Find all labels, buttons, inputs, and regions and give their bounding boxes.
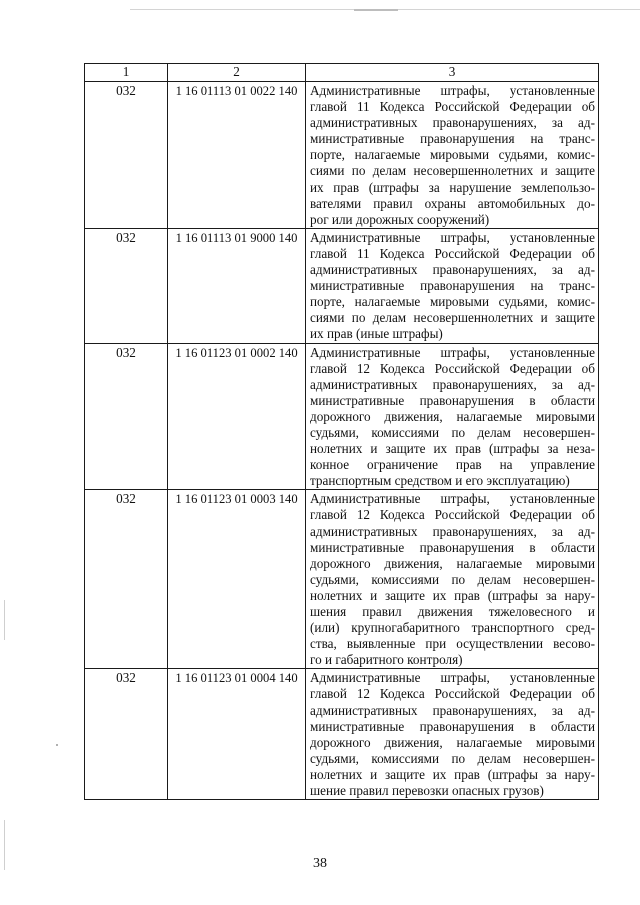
table-row <box>85 82 599 229</box>
scan-speck <box>56 744 58 746</box>
column-header-1: 1 <box>85 64 168 82</box>
administrator-code-cell: 032 <box>85 228 168 343</box>
description-line: порте, налагаемые мировыми судьями, комис- <box>310 147 595 163</box>
description-line: рог или дорожных сооружений) <box>310 211 490 227</box>
description-line: министративные правонарушения на транс- <box>310 131 595 147</box>
description-line: го и габаритного контроля) <box>310 652 463 668</box>
description-line: Административные штрафы, установленные <box>310 83 595 98</box>
description-line: главой 12 Кодекса Российской Федерации об <box>310 686 595 702</box>
column-header-3: 3 <box>306 64 599 82</box>
description-line: дорожного движения, налагаемые мировыми <box>310 408 595 424</box>
budget-code-cell: 1 16 01123 01 0002 140 <box>168 343 306 490</box>
table-header-row <box>85 64 599 82</box>
description-line: нолетних и защите их прав (штрафы за неза- <box>310 441 595 457</box>
table-row <box>85 343 599 490</box>
description-line: вателями правил охраны автомобильных до- <box>310 195 595 211</box>
description-line: главой 11 Кодекса Российской Федерации об <box>310 245 595 261</box>
description-line: главой 11 Кодекса Российской Федерации об <box>310 99 595 115</box>
administrator-code-cell: 032 <box>85 343 168 490</box>
description-line: Административные штрафы, установленные <box>310 229 595 245</box>
description-line: шения правил движения тяжеловесного и <box>310 604 595 619</box>
column-header-2: 2 <box>168 64 306 82</box>
description-line: сиями по делам несовершеннолетних и защите <box>310 310 595 326</box>
page-number: 38 <box>313 856 327 871</box>
description-line: их прав (иные штрафы) <box>310 326 443 342</box>
revenue-description-cell <box>306 669 599 800</box>
description-line: министративные правонарушения на транс- <box>310 278 595 294</box>
description-line: Административные штрафы, установленные <box>310 670 595 686</box>
description-line: их прав (штрафы за нарушение землепользо- <box>310 179 595 195</box>
description-line: административных правонарушениях, за ад- <box>310 702 595 718</box>
description-line: нолетних и защите их прав (штрафы за нару- <box>310 766 595 782</box>
description-line: административных правонарушениях, за ад- <box>310 376 595 392</box>
description-line: сиями по делам несовершеннолетних и защите <box>310 163 595 179</box>
left-scan-edge <box>4 600 5 640</box>
description-line: ства, выявленные при осуществлении весово- <box>310 636 595 652</box>
description-line: дорожного движения, налагаемые мировыми <box>310 734 595 750</box>
table-row <box>85 669 599 800</box>
description-line: министративные правонарушения в области <box>310 718 595 734</box>
budget-code-cell: 1 16 01123 01 0003 140 <box>168 490 306 669</box>
budget-code-cell: 1 16 01123 01 0004 140 <box>168 669 306 800</box>
revenue-description-cell <box>306 490 599 669</box>
budget-classification-table <box>84 63 599 800</box>
revenue-description-cell <box>306 82 599 229</box>
description-line: транспортным средством и его эксплуатацию) <box>310 473 570 489</box>
description-line: конное ограничение прав на управление <box>310 457 595 473</box>
description-line: (или) крупногабаритного транспортного сред- <box>310 620 595 636</box>
top-scan-mark <box>354 9 398 11</box>
administrator-code-cell: 032 <box>85 669 168 800</box>
table-row <box>85 228 599 343</box>
description-line: шение правил перевозки опасных грузов) <box>310 783 544 799</box>
description-line: главой 12 Кодекса Российской Федерации об <box>310 507 595 523</box>
description-line: Административные штрафы, установленные <box>310 344 595 360</box>
description-line: министративные правонарушения в области <box>310 392 595 408</box>
revenue-description-cell <box>306 343 599 490</box>
description-line: административных правонарушениях, за ад- <box>310 262 595 278</box>
description-line: главой 12 Кодекса Российской Федерации об <box>310 360 595 376</box>
description-line: нолетних и защите их прав (штрафы за нару- <box>310 587 595 603</box>
description-line: дорожного движения, налагаемые мировыми <box>310 555 595 571</box>
administrator-code-cell: 032 <box>85 82 168 229</box>
table-row <box>85 490 599 669</box>
budget-code-cell: 1 16 01113 01 9000 140 <box>168 228 306 343</box>
description-line: Административные штрафы, установленные <box>310 491 595 507</box>
administrator-code-cell: 032 <box>85 490 168 669</box>
description-line: административных правонарушениях, за ад- <box>310 523 595 539</box>
budget-code-cell: 1 16 01113 01 0022 140 <box>168 82 306 229</box>
description-line: судьями, комиссиями по делам несовершен- <box>310 571 595 587</box>
description-line: министративные правонарушения в области <box>310 539 595 555</box>
revenue-description-cell <box>306 228 599 343</box>
description-line: судьями, комиссиями по делам несовершен- <box>310 424 595 440</box>
description-line: порте, налагаемые мировыми судьями, комис- <box>310 294 595 310</box>
description-line: судьями, комиссиями по делам несовершен- <box>310 750 595 766</box>
description-line: административных правонарушениях, за ад- <box>310 115 595 131</box>
